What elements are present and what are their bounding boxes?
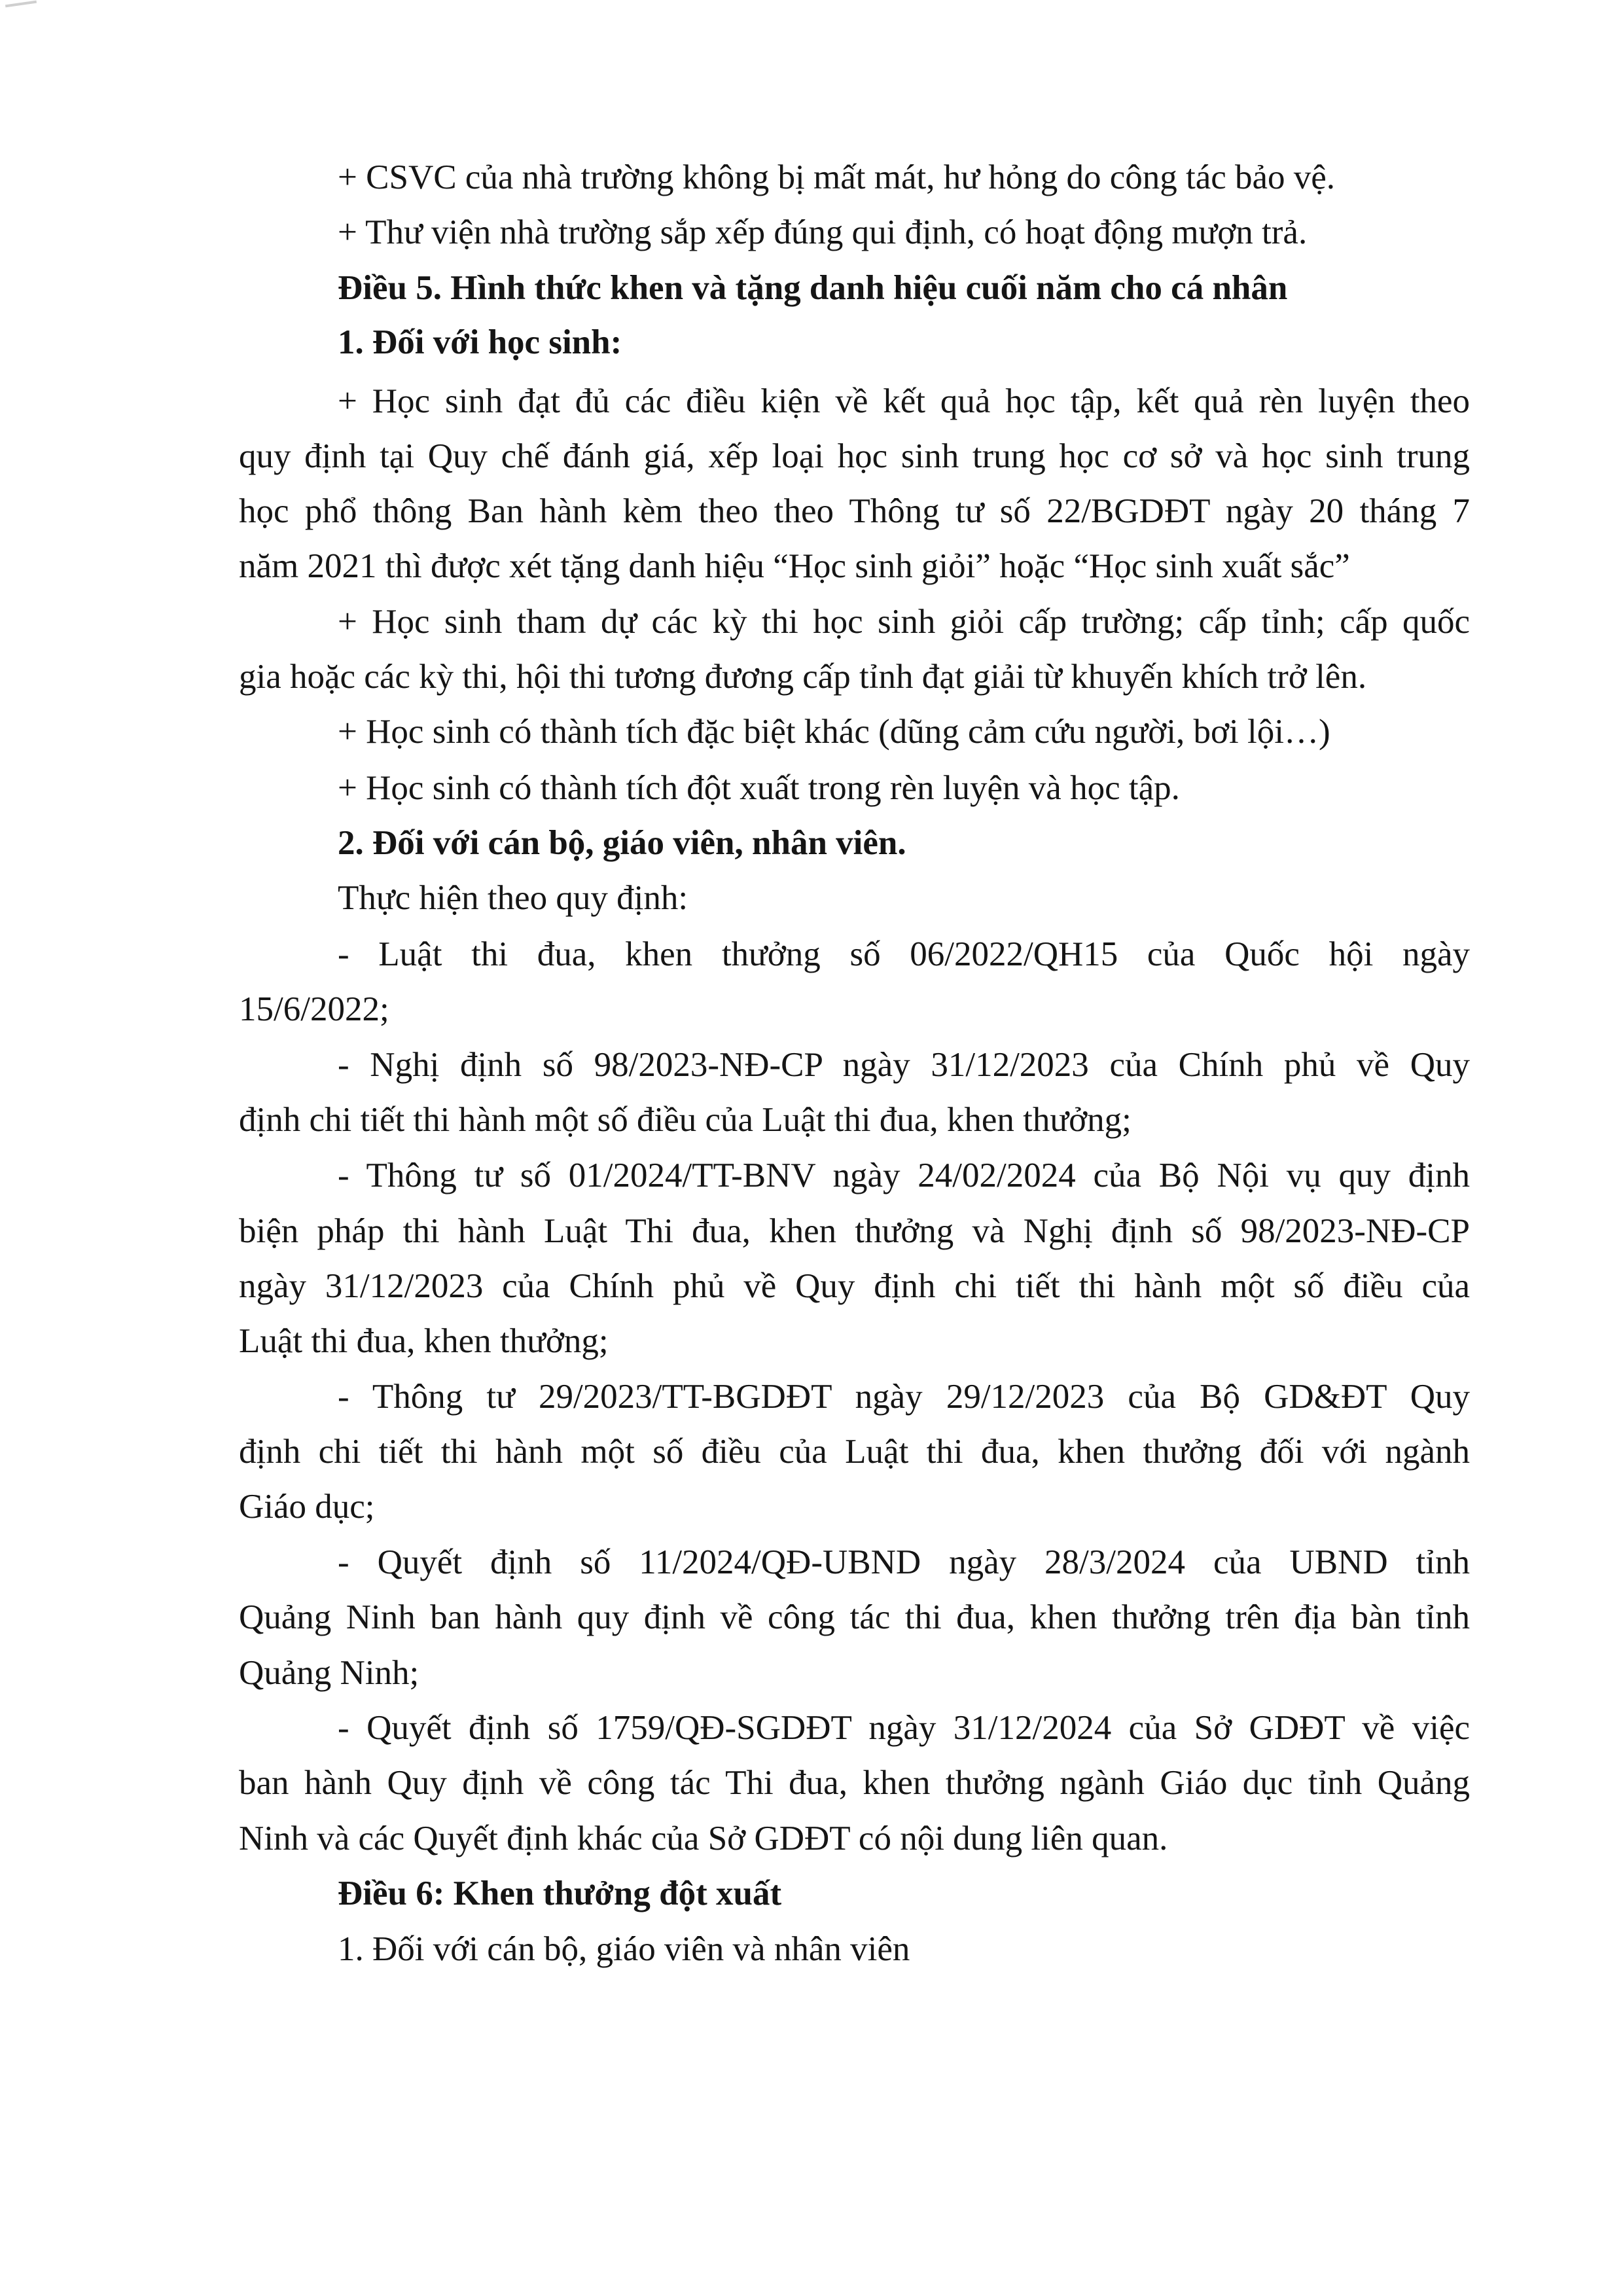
- scan-artifact: [5, 1, 37, 8]
- text-line-21: ngày 31/12/2023 của Chính phủ về Quy định chi tiết thi hành một số điều của: [239, 1267, 1470, 1305]
- text-line-28: Quảng Ninh;: [239, 1654, 419, 1692]
- text-line-10: gia hoặc các kỳ thi, hội thi tương đương cấp tỉnh đạt giải từ khuyến khích trở lên.: [239, 658, 1367, 696]
- text-line-33: 1. Đối với cán bộ, giáo viên và nhân viên: [338, 1930, 910, 1968]
- subsection-heading-can-bo: 2. Đối với cán bộ, giáo viên, nhân viên.: [338, 824, 906, 862]
- text-line-25: Giáo dục;: [239, 1488, 375, 1526]
- text-line-30: ban hành Quy định về công tác Thi đua, khen thưởng ngành Giáo dục tỉnh Quảng: [239, 1764, 1470, 1802]
- text-line-2: + Thư viện nhà trường sắp xếp đúng qui định, có hoạt động mượn trả.: [338, 213, 1308, 251]
- text-line-19: - Thông tư số 01/2024/TT-BNV ngày 24/02/2024 của Bộ Nội vụ quy định: [338, 1157, 1470, 1194]
- section-heading-dieu-5: Điều 5. Hình thức khen và tặng danh hiệu cuối năm cho cá nhân: [338, 269, 1288, 307]
- text-line-11: + Học sinh có thành tích đặc biệt khác (dũng cảm cứu người, bơi lội…): [338, 713, 1330, 751]
- text-line-27: Quảng Ninh ban hành quy định về công tác thi đua, khen thưởng trên địa bàn tỉnh: [239, 1598, 1470, 1636]
- text-line-31: Ninh và các Quyết định khác của Sở GDĐT có nội dung liên quan.: [239, 1820, 1168, 1857]
- text-line-7: học phổ thông Ban hành kèm theo theo Thông tư số 22/BGDĐT ngày 20 tháng 7: [239, 492, 1470, 530]
- text-line-22: Luật thi đua, khen thưởng;: [239, 1322, 609, 1360]
- text-line-14: Thực hiện theo quy định:: [338, 879, 688, 917]
- text-line-15: - Luật thi đua, khen thưởng số 06/2022/QH15 của Quốc hội ngày: [338, 935, 1470, 973]
- text-line-1: + CSVC của nhà trường không bị mất mát, hư hỏng do công tác bảo vệ.: [338, 158, 1336, 196]
- text-line-12: + Học sinh có thành tích đột xuất trong rèn luyện và học tập.: [338, 769, 1180, 807]
- section-heading-dieu-6: Điều 6: Khen thưởng đột xuất: [338, 1874, 782, 1912]
- text-line-16: 15/6/2022;: [239, 990, 389, 1028]
- text-line-29: - Quyết định số 1759/QĐ-SGDĐT ngày 31/12/2024 của Sở GDĐT về việc: [338, 1709, 1470, 1747]
- text-line-24: định chi tiết thi hành một số điều của Luật thi đua, khen thưởng đối với ngành: [239, 1433, 1470, 1471]
- text-line-17: - Nghị định số 98/2023-NĐ-CP ngày 31/12/2023 của Chính phủ về Quy: [338, 1046, 1470, 1084]
- text-line-18: định chi tiết thi hành một số điều của Luật thi đua, khen thưởng;: [239, 1101, 1132, 1139]
- text-line-5: + Học sinh đạt đủ các điều kiện về kết quả học tập, kết quả rèn luyện theo: [338, 382, 1470, 420]
- text-line-8: năm 2021 thì được xét tặng danh hiệu “Học sinh giỏi” hoặc “Học sinh xuất sắc”: [239, 547, 1350, 585]
- text-line-6: quy định tại Quy chế đánh giá, xếp loại học sinh trung học cơ sở và học sinh trung: [239, 437, 1470, 475]
- text-line-20: biện pháp thi hành Luật Thi đua, khen thưởng và Nghị định số 98/2023-NĐ-CP: [239, 1212, 1470, 1250]
- text-line-9: + Học sinh tham dự các kỳ thi học sinh giỏi cấp trường; cấp tỉnh; cấp quốc: [338, 603, 1470, 641]
- text-line-26: - Quyết định số 11/2024/QĐ-UBND ngày 28/3/2024 của UBND tỉnh: [338, 1543, 1470, 1581]
- text-line-23: - Thông tư 29/2023/TT-BGDĐT ngày 29/12/2023 của Bộ GD&ĐT Quy: [338, 1378, 1470, 1416]
- subsection-heading-hoc-sinh: 1. Đối với học sinh:: [338, 323, 622, 361]
